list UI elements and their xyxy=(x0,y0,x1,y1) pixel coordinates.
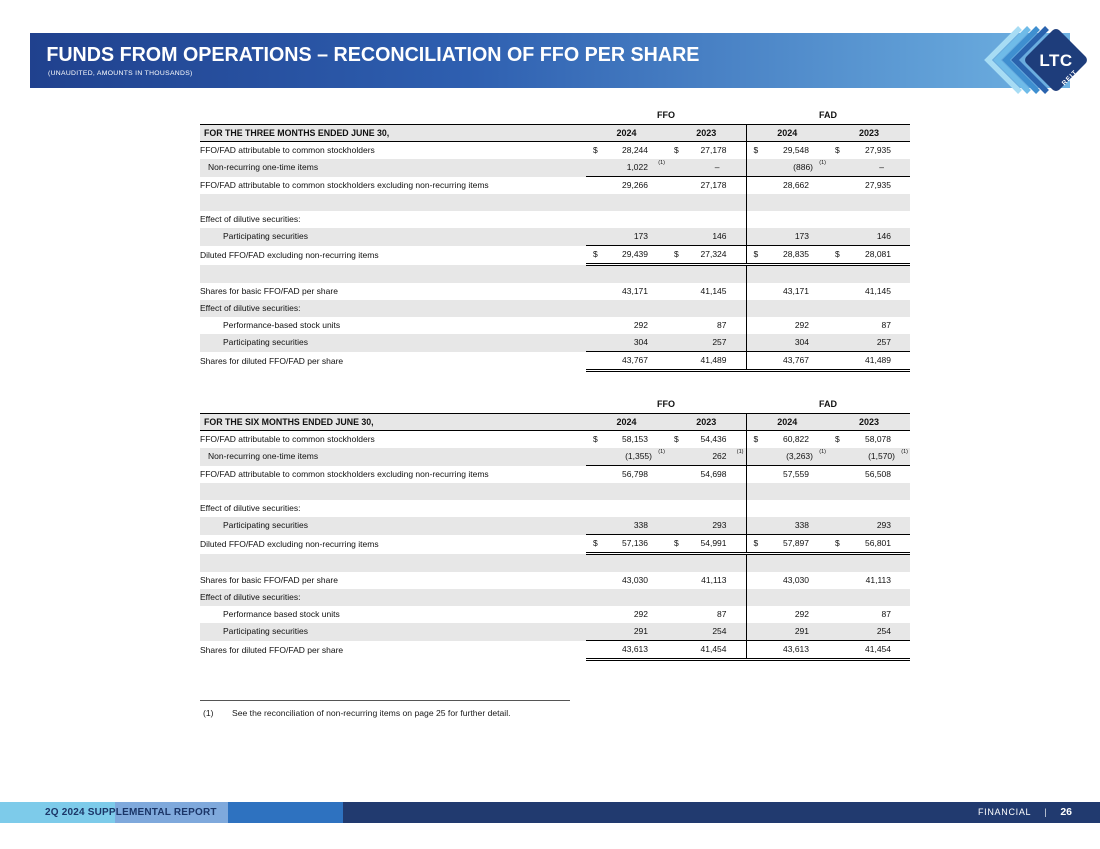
value: 87 xyxy=(717,609,727,619)
value-cell xyxy=(667,177,746,195)
value-cell xyxy=(828,228,910,246)
value-cell xyxy=(828,194,910,211)
value: 146 xyxy=(876,231,891,241)
value: 29,439 xyxy=(622,249,648,259)
year-column-header: 2023 xyxy=(667,414,746,431)
logo-subtext: REIT xyxy=(1060,68,1080,88)
value: 292 xyxy=(633,609,648,619)
value-cell xyxy=(586,606,667,623)
table-row xyxy=(200,317,910,334)
table-row xyxy=(200,142,910,160)
value-cell xyxy=(667,265,746,284)
value-cell xyxy=(667,623,746,641)
currency-symbol: $ xyxy=(753,145,759,155)
value-cell xyxy=(586,352,667,371)
row-label: FFO/FAD attributable to common stockholders xyxy=(200,434,375,444)
currency-symbol: $ xyxy=(753,434,759,444)
value: 43,171 xyxy=(622,286,648,296)
table-row xyxy=(200,159,910,177)
value-cell xyxy=(667,334,746,352)
page-subtitle: (UNAUDITED, AMOUNTS IN THOUSANDS) xyxy=(48,70,193,77)
value-cell xyxy=(828,448,910,466)
value: (886) xyxy=(793,162,813,172)
value-cell xyxy=(667,500,746,517)
table-row xyxy=(200,265,910,284)
value-cell xyxy=(586,317,667,334)
report-name: 2Q 2024 SUPPLEMENTAL REPORT xyxy=(45,807,217,818)
currency-symbol: $ xyxy=(593,145,598,155)
value-cell xyxy=(828,623,910,641)
table-row xyxy=(200,500,910,517)
value-cell xyxy=(667,194,746,211)
value: 254 xyxy=(712,626,727,636)
page-title: FUNDS FROM OPERATIONS – RECONCILIATION OF FFO PER SHARE xyxy=(46,43,700,66)
table-row xyxy=(200,352,910,371)
value-cell xyxy=(828,352,910,371)
table-row xyxy=(200,194,910,211)
value-cell xyxy=(746,300,828,317)
ffo-group-header: FFO xyxy=(586,396,746,414)
group-header-row xyxy=(200,107,910,125)
value-cell xyxy=(586,300,667,317)
value-cell xyxy=(828,283,910,300)
value: 56,801 xyxy=(865,538,891,548)
footnote-divider xyxy=(200,700,570,701)
row-label: Effect of dilutive securities: xyxy=(200,300,586,317)
value-cell xyxy=(667,283,746,300)
row-label xyxy=(200,265,586,284)
value: 54,698 xyxy=(700,469,727,479)
value-cell xyxy=(586,334,667,352)
value-cell xyxy=(828,483,910,500)
value-cell xyxy=(586,142,667,160)
table-row xyxy=(200,211,910,228)
value-cell xyxy=(746,334,828,352)
value-cell xyxy=(586,572,667,589)
value-cell xyxy=(828,572,910,589)
value: 27,935 xyxy=(865,180,891,190)
value-cell xyxy=(746,283,828,300)
value-cell xyxy=(746,572,828,589)
value-cell xyxy=(746,142,828,160)
value-cell xyxy=(746,159,828,177)
value-cell xyxy=(667,535,746,554)
value-cell xyxy=(586,431,667,449)
currency-symbol: $ xyxy=(835,249,840,259)
table-row xyxy=(200,589,910,606)
table-row xyxy=(200,606,910,623)
table-row xyxy=(200,177,910,195)
value: 41,489 xyxy=(865,355,891,365)
value: 41,113 xyxy=(865,575,891,585)
table-header-row xyxy=(200,125,910,142)
value-cell xyxy=(586,211,667,228)
row-label: Non-recurring one-time items xyxy=(200,448,586,466)
value-cell xyxy=(586,517,667,535)
table-row xyxy=(200,448,910,466)
row-label: FFO/FAD attributable to common stockholders excluding non-recurring items xyxy=(200,468,489,479)
value: (1,355) xyxy=(625,451,652,461)
value-cell xyxy=(828,177,910,195)
footer-segment-blue xyxy=(228,802,343,823)
table-row xyxy=(200,517,910,535)
value-cell xyxy=(586,177,667,195)
value-cell xyxy=(746,554,828,573)
value-cell xyxy=(667,572,746,589)
value-cell xyxy=(746,194,828,211)
value: 58,153 xyxy=(622,434,648,444)
footnote-ref: (1) xyxy=(819,160,826,166)
currency-symbol: $ xyxy=(593,249,598,259)
value: 87 xyxy=(881,609,891,619)
value-cell xyxy=(828,159,910,177)
value-cell xyxy=(746,177,828,195)
value-cell xyxy=(746,589,828,606)
value-cell xyxy=(746,623,828,641)
value-cell xyxy=(667,159,746,177)
value: 54,991 xyxy=(700,538,727,548)
year-column-header: 2023 xyxy=(667,125,746,142)
year-column-header: 2024 xyxy=(746,125,828,142)
value: 43,613 xyxy=(783,644,809,654)
table-row xyxy=(200,334,910,352)
value-cell xyxy=(746,483,828,500)
value-cell xyxy=(667,300,746,317)
row-label: Non-recurring one-time items xyxy=(200,159,586,177)
value: 146 xyxy=(712,231,727,241)
value: 292 xyxy=(633,320,648,330)
currency-symbol: $ xyxy=(593,434,598,444)
value-cell xyxy=(667,317,746,334)
table-header-row xyxy=(200,414,910,431)
value: 28,835 xyxy=(783,249,809,259)
value-cell xyxy=(586,623,667,641)
value-cell xyxy=(586,228,667,246)
year-column-header: 2024 xyxy=(586,414,667,431)
value-cell xyxy=(586,535,667,554)
currency-symbol: $ xyxy=(674,434,679,444)
table-row xyxy=(200,228,910,246)
spacer-cell xyxy=(200,107,586,125)
value-cell xyxy=(586,265,667,284)
currency-symbol: $ xyxy=(753,538,759,548)
value: 58,078 xyxy=(865,434,891,444)
value: – xyxy=(714,162,720,172)
footnote-ref: (1) xyxy=(736,449,744,455)
value: 28,081 xyxy=(865,249,891,259)
value-cell xyxy=(828,142,910,160)
page-number: 26 xyxy=(1060,806,1072,818)
value: 56,798 xyxy=(622,469,648,479)
currency-symbol: $ xyxy=(835,434,840,444)
value-cell xyxy=(828,554,910,573)
row-label xyxy=(200,194,586,211)
table-title: FOR THE SIX MONTHS ENDED JUNE 30, xyxy=(200,414,586,431)
row-label: Shares for diluted FFO/FAD per share xyxy=(200,355,344,366)
value-cell xyxy=(586,483,667,500)
value: (1,570) xyxy=(868,451,895,461)
value: 43,030 xyxy=(622,575,648,585)
value-cell xyxy=(828,517,910,535)
value-cell xyxy=(667,606,746,623)
row-label: Effect of dilutive securities: xyxy=(200,503,301,513)
value-cell xyxy=(667,228,746,246)
footnote-ref: (1) xyxy=(901,449,908,455)
value-cell xyxy=(828,589,910,606)
value: 27,178 xyxy=(700,145,727,155)
value-cell xyxy=(828,334,910,352)
value-cell xyxy=(586,589,667,606)
footnote-marker: (1) xyxy=(203,708,214,718)
value: 291 xyxy=(633,626,648,636)
row-label xyxy=(200,554,586,573)
value-cell xyxy=(828,641,910,660)
value-cell xyxy=(667,483,746,500)
value-cell xyxy=(586,641,667,660)
value-cell xyxy=(667,352,746,371)
row-label: Performance based stock units xyxy=(223,609,340,619)
value: 41,145 xyxy=(700,286,727,296)
value-cell xyxy=(746,517,828,535)
value-cell xyxy=(667,641,746,660)
value: (3,263) xyxy=(786,451,813,461)
row-label: Diluted FFO/FAD excluding non-recurring items xyxy=(200,538,379,549)
value-cell xyxy=(586,448,667,466)
currency-symbol: $ xyxy=(835,145,840,155)
value-cell xyxy=(746,500,828,517)
value: 257 xyxy=(876,337,891,347)
value: 173 xyxy=(633,231,648,241)
table-row xyxy=(200,641,910,660)
currency-symbol: $ xyxy=(593,538,598,548)
value: 29,548 xyxy=(783,145,809,155)
value: 57,897 xyxy=(783,538,809,548)
value-cell xyxy=(746,535,828,554)
value-cell xyxy=(746,265,828,284)
row-label: Performance-based stock units xyxy=(223,320,341,330)
value: 43,767 xyxy=(783,355,809,365)
table-row xyxy=(200,623,910,641)
value-cell xyxy=(667,246,746,265)
value-cell xyxy=(586,194,667,211)
value: 262 xyxy=(712,451,727,461)
footnote-ref: (1) xyxy=(658,160,665,166)
value-cell xyxy=(746,228,828,246)
value-cell xyxy=(746,641,828,660)
value-cell xyxy=(828,431,910,449)
table-title: FOR THE THREE MONTHS ENDED JUNE 30, xyxy=(200,125,586,142)
row-label: Participating securities xyxy=(200,228,586,246)
value: 41,489 xyxy=(700,355,727,365)
value-cell xyxy=(667,466,746,484)
table-row xyxy=(200,535,910,554)
value-cell xyxy=(746,317,828,334)
value: 27,324 xyxy=(700,249,727,259)
value: 43,030 xyxy=(783,575,809,585)
value: 41,145 xyxy=(865,286,891,296)
ltc-reit-logo xyxy=(974,22,1096,99)
value: 27,935 xyxy=(865,145,891,155)
row-label: FFO/FAD attributable to common stockholders excluding non-recurring items xyxy=(200,179,489,190)
footer-separator: | xyxy=(1044,807,1048,817)
value: 304 xyxy=(794,337,809,347)
row-label: Shares for diluted FFO/FAD per share xyxy=(200,644,344,655)
footnote-ref: (1) xyxy=(658,449,665,455)
value-cell xyxy=(667,589,746,606)
value: 173 xyxy=(794,231,809,241)
value-cell xyxy=(746,246,828,265)
value: 60,822 xyxy=(783,434,809,444)
value: 291 xyxy=(794,626,809,636)
value: 57,136 xyxy=(622,538,648,548)
currency-symbol: $ xyxy=(835,538,840,548)
row-label xyxy=(200,483,586,500)
row-label: Participating securities xyxy=(200,517,586,535)
value: 43,613 xyxy=(622,644,648,654)
value: 292 xyxy=(794,609,809,619)
value-cell xyxy=(746,211,828,228)
year-column-header: 2024 xyxy=(746,414,828,431)
value-cell xyxy=(667,211,746,228)
value-cell xyxy=(828,500,910,517)
value: 56,508 xyxy=(865,469,891,479)
value: 87 xyxy=(881,320,891,330)
group-header-row xyxy=(200,396,910,414)
row-label: Participating securities xyxy=(200,334,586,352)
value: 28,662 xyxy=(783,180,809,190)
value: 27,178 xyxy=(700,180,727,190)
table-row xyxy=(200,554,910,573)
value: 293 xyxy=(712,520,727,530)
footer-bar xyxy=(0,802,1100,823)
fad-group-header: FAD xyxy=(746,107,910,125)
year-column-header: 2023 xyxy=(828,125,910,142)
value-cell xyxy=(586,159,667,177)
header-bar xyxy=(30,33,1080,88)
value-cell xyxy=(667,554,746,573)
value-cell xyxy=(828,265,910,284)
table-row xyxy=(200,283,910,300)
value-cell xyxy=(586,466,667,484)
value-cell xyxy=(586,500,667,517)
table-row xyxy=(200,572,910,589)
value-cell xyxy=(828,317,910,334)
value: 41,113 xyxy=(701,575,727,585)
currency-symbol: $ xyxy=(674,145,679,155)
value: 57,559 xyxy=(783,469,809,479)
value-cell xyxy=(746,606,828,623)
value: 293 xyxy=(876,520,891,530)
value: 1,022 xyxy=(626,162,648,172)
value: – xyxy=(879,162,884,172)
row-label: Effect of dilutive securities: xyxy=(200,214,301,224)
year-column-header: 2024 xyxy=(586,125,667,142)
footnote xyxy=(203,708,511,718)
value-cell xyxy=(667,431,746,449)
value: 292 xyxy=(794,320,809,330)
ffo-group-header: FFO xyxy=(586,107,746,125)
currency-symbol: $ xyxy=(674,538,679,548)
footnote-text: See the reconciliation of non-recurring items on page 25 for further detail. xyxy=(232,708,511,718)
table-row xyxy=(200,466,910,484)
table-row xyxy=(200,431,910,449)
value-cell xyxy=(828,211,910,228)
year-column-header: 2023 xyxy=(828,414,910,431)
value: 41,454 xyxy=(700,644,727,654)
currency-symbol: $ xyxy=(753,249,759,259)
financial-table xyxy=(200,396,910,661)
value: 338 xyxy=(794,520,809,530)
value-cell xyxy=(586,554,667,573)
value: 43,767 xyxy=(622,355,648,365)
value-cell xyxy=(667,517,746,535)
six-months-table xyxy=(200,396,910,661)
value: 254 xyxy=(876,626,891,636)
row-label: Effect of dilutive securities: xyxy=(200,589,586,606)
value: 338 xyxy=(633,520,648,530)
value-cell xyxy=(586,246,667,265)
row-label: Shares for basic FFO/FAD per share xyxy=(200,286,338,296)
footer-page-info xyxy=(978,802,1072,823)
table-row xyxy=(200,246,910,265)
value-cell xyxy=(667,142,746,160)
value: 54,436 xyxy=(700,434,727,444)
value-cell xyxy=(586,283,667,300)
three-months-table xyxy=(200,107,910,372)
fad-group-header: FAD xyxy=(746,396,910,414)
value: 28,244 xyxy=(622,145,648,155)
table-row xyxy=(200,300,910,317)
footnote-ref: (1) xyxy=(819,449,826,455)
value-cell xyxy=(828,300,910,317)
value: 87 xyxy=(717,320,727,330)
value-cell xyxy=(746,448,828,466)
row-label: Diluted FFO/FAD excluding non-recurring items xyxy=(200,249,379,260)
value-cell xyxy=(828,466,910,484)
value: 304 xyxy=(633,337,648,347)
value: 29,266 xyxy=(622,180,648,190)
value: 41,454 xyxy=(865,644,891,654)
value-cell xyxy=(746,431,828,449)
value-cell xyxy=(746,466,828,484)
table-row xyxy=(200,483,910,500)
financial-table xyxy=(200,107,910,372)
row-label: FFO/FAD attributable to common stockholders xyxy=(200,145,375,155)
value: 257 xyxy=(712,337,727,347)
spacer-cell xyxy=(200,396,586,414)
value-cell xyxy=(828,606,910,623)
value: 43,171 xyxy=(783,286,809,296)
logo-text: LTC xyxy=(1039,51,1073,70)
row-label: Participating securities xyxy=(200,623,586,641)
section-label: FINANCIAL xyxy=(977,807,1032,817)
value-cell xyxy=(828,535,910,554)
currency-symbol: $ xyxy=(674,249,679,259)
value-cell xyxy=(746,352,828,371)
value-cell xyxy=(828,246,910,265)
row-label: Shares for basic FFO/FAD per share xyxy=(200,575,338,585)
value-cell xyxy=(667,448,746,466)
